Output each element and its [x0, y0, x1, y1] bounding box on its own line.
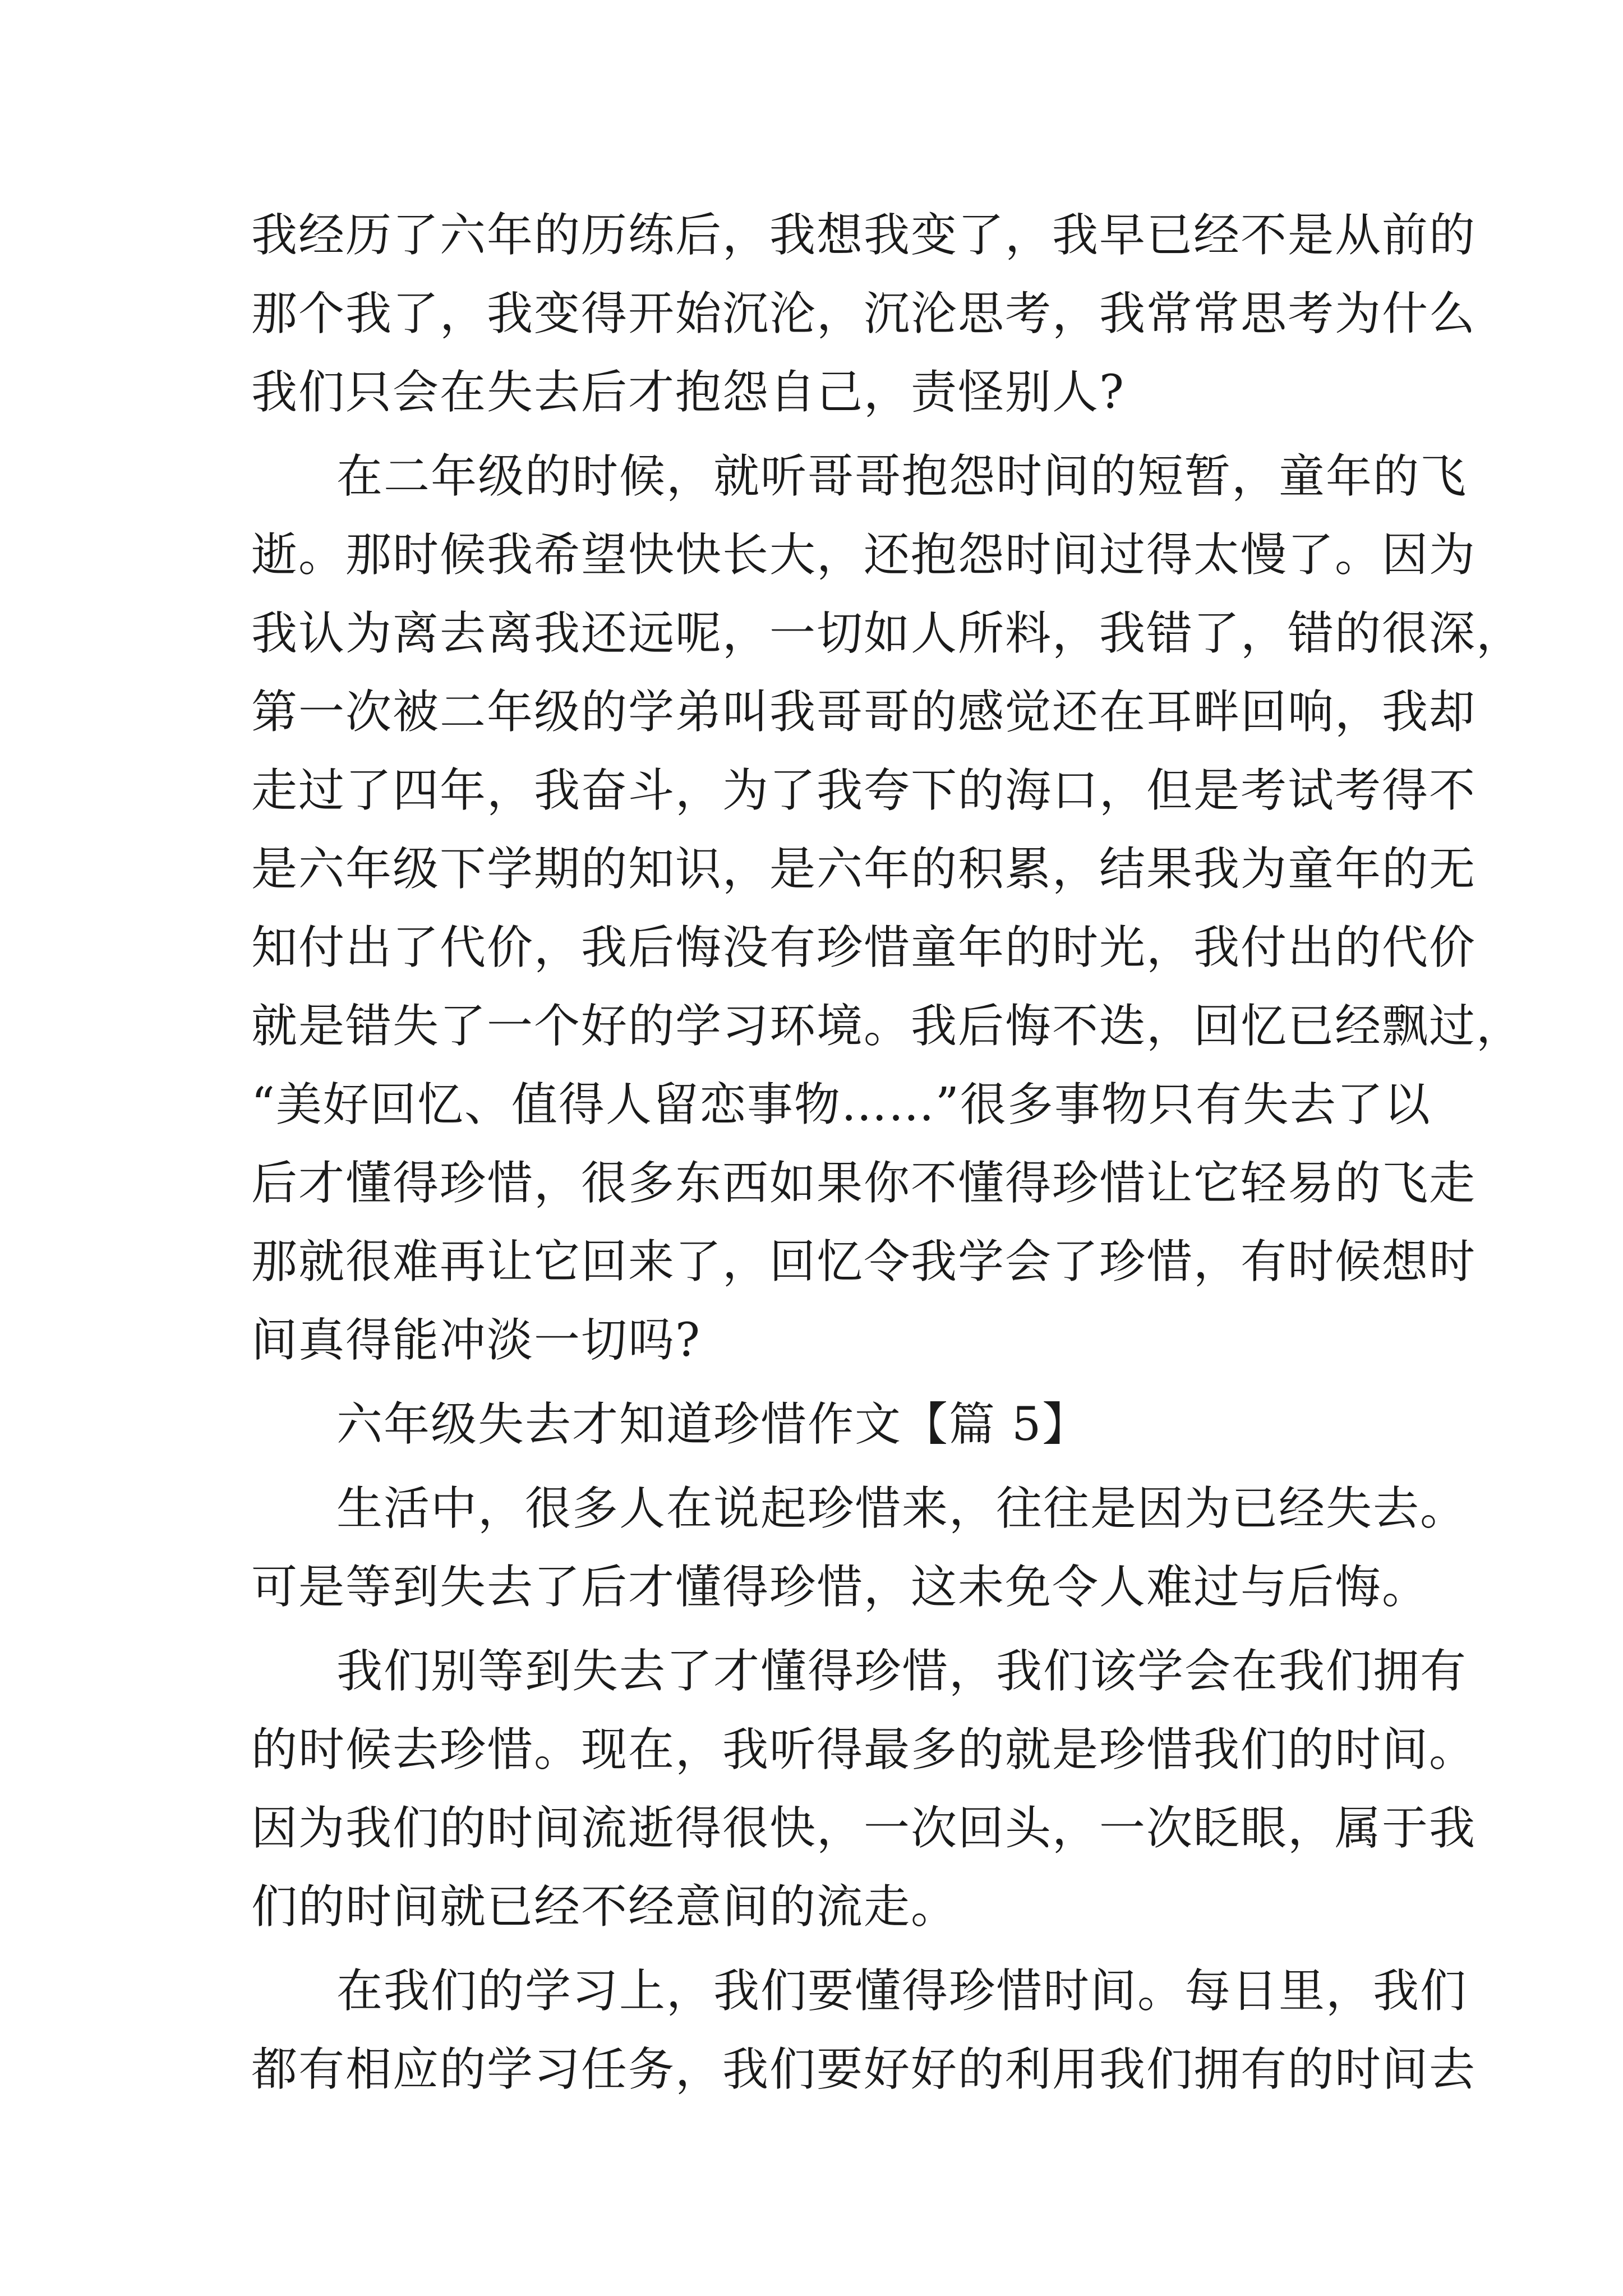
text-line: 可是等到失去了后才懂得珍惜，这未免令人难过与后悔。	[251, 1561, 1430, 1614]
section-heading: 六年级失去才知道珍惜作文【篇 5】	[336, 1398, 1090, 1451]
text-line: 走过了四年，我奋斗，为了我夸下的海口，但是考试考得不	[251, 764, 1477, 817]
text-line: 是六年级下学期的知识，是六年的积累，结果我为童年的无	[251, 843, 1477, 896]
text-line: 都有相应的学习任务，我们要好好的利用我们拥有的时间去	[251, 2043, 1477, 2096]
text-line: 那就很难再让它回来了，回忆令我学会了珍惜，有时候想时	[251, 1235, 1477, 1289]
paragraph-first-line: 我们别等到失去了才懂得珍惜，我们该学会在我们拥有	[336, 1645, 1468, 1698]
text-line: 因为我们的时间流逝得很快，一次回头，一次眨眼，属于我	[251, 1802, 1477, 1855]
paragraph-first-line: 在我们的学习上，我们要懂得珍惜时间。每日里，我们	[336, 1964, 1468, 2018]
text-line: 那个我了，我变得开始沉沦，沉沦思考，我常常思考为什么	[251, 287, 1477, 341]
text-line: 就是错失了一个好的学习环境。我后悔不迭，回忆已经飘过，	[251, 1000, 1524, 1053]
paragraph-first-line: 在二年级的时候，就听哥哥抱怨时间的短暂，童年的飞	[336, 450, 1468, 503]
text-line: 的时候去珍惜。现在，我听得最多的就是珍惜我们的时间。	[251, 1723, 1477, 1777]
text-line: “美好回忆、值得人留恋事物……”很多事物只有失去了以	[251, 1078, 1431, 1131]
text-line: 逝。那时候我希望快快长大，还抱怨时间过得太慢了。因为	[251, 528, 1477, 582]
text-line: 后才懂得珍惜，很多东西如果你不懂得珍惜让它轻易的飞走	[251, 1157, 1477, 1210]
text-line: 们的时间就已经不经意间的流走。	[251, 1880, 958, 1934]
text-line: 我们只会在失去后才抱怨自己，责怪别人?	[251, 366, 1125, 419]
paragraph-first-line: 生活中，很多人在说起珍惜来，往往是因为已经失去。	[336, 1482, 1468, 1535]
text-line: 我认为离去离我还远呢，一切如人所料，我错了，错的很深，	[251, 607, 1524, 660]
text-line: 第一次被二年级的学弟叫我哥哥的感觉还在耳畔回响，我却	[251, 685, 1477, 739]
text-line: 间真得能冲淡一切吗?	[251, 1314, 701, 1367]
text-line: 知付出了代价，我后悔没有珍惜童年的时光，我付出的代价	[251, 921, 1477, 974]
text-line: 我经历了六年的历练后，我想我变了，我早已经不是从前的	[251, 209, 1477, 262]
